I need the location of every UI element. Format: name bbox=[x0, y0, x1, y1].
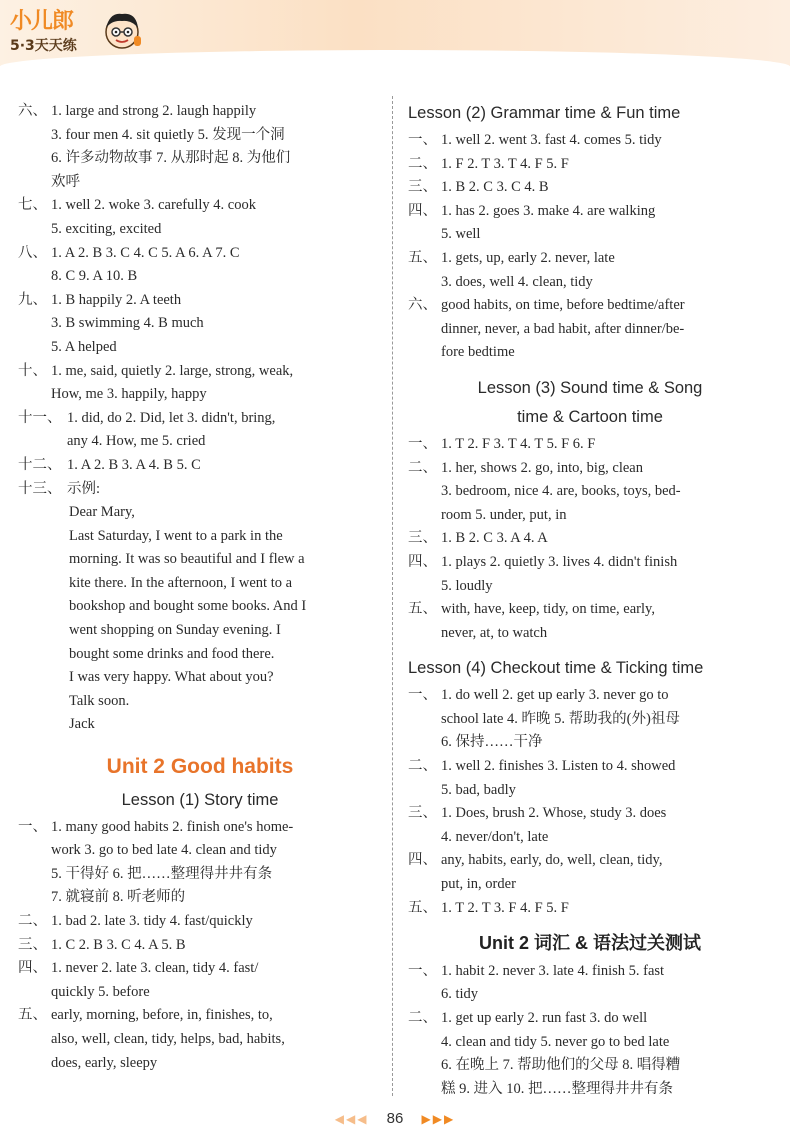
answer-line: 3. B swimming 4. B much bbox=[51, 315, 204, 332]
section-number: 九、 bbox=[18, 291, 47, 308]
answer-line: 5. 干得好 6. 把……整理得井井有条 bbox=[51, 865, 273, 882]
answer-line: 4. never/don't, late bbox=[441, 828, 549, 845]
essay-line: Last Saturday, I went to a park in the bbox=[69, 527, 283, 544]
answer-line: 1. gets, up, early 2. never, late bbox=[441, 249, 615, 266]
essay-line: morning. It was so beautiful and I flew a bbox=[69, 551, 305, 568]
section-number: 三、 bbox=[408, 179, 437, 196]
answer-line: 1. T 2. T 3. F 4. F 5. F bbox=[441, 899, 569, 916]
section-number: 十三、 bbox=[18, 480, 62, 497]
top-banner bbox=[0, 0, 790, 66]
answer-line: 5. bad, badly bbox=[441, 781, 516, 798]
answer-line: 5. exciting, excited bbox=[51, 220, 162, 237]
answer-line: 1. large and strong 2. laugh happily bbox=[51, 103, 257, 119]
sample-essay bbox=[69, 501, 382, 737]
answer-section bbox=[408, 684, 772, 755]
section-number: 三、 bbox=[408, 530, 437, 547]
answer-line: 1. do well 2. get up early 3. never go to bbox=[441, 687, 669, 704]
section-number: 三、 bbox=[408, 805, 437, 822]
answer-line: 5. well bbox=[441, 226, 481, 243]
answer-line: dinner, never, a bad habit, after dinner/be- bbox=[441, 320, 685, 337]
section-number: 四、 bbox=[408, 553, 437, 570]
answer-line: 1. plays 2. quietly 3. lives 4. didn't finish bbox=[441, 553, 678, 570]
lesson-title-cont: time & Cartoon time bbox=[517, 407, 663, 426]
section-number: 二、 bbox=[408, 155, 437, 172]
unit-title: Unit 2 Good habits bbox=[106, 755, 294, 779]
answer-line: early, morning, before, in, finishes, to, bbox=[51, 1007, 273, 1024]
section-number: 十、 bbox=[18, 362, 47, 379]
answer-line: 5. A helped bbox=[51, 338, 117, 355]
logo-subtitle: 5·3天天练 bbox=[10, 38, 77, 54]
example-label: 示例: bbox=[67, 480, 101, 497]
answer-section bbox=[18, 910, 382, 934]
answer-line: school late 4. 昨晚 5. 帮助我的(外)祖母 bbox=[441, 710, 680, 727]
answer-section bbox=[408, 849, 772, 896]
answer-line: fore bedtime bbox=[441, 344, 515, 361]
answer-line: put, in, order bbox=[441, 876, 516, 893]
logo bbox=[10, 4, 160, 64]
answer-section bbox=[408, 1007, 772, 1101]
answer-line: 8. C 9. A 10. B bbox=[51, 268, 138, 285]
section-number: 二、 bbox=[408, 459, 437, 476]
section-number: 一、 bbox=[408, 435, 437, 452]
answer-line: 1. did, do 2. Did, let 3. didn't, bring, bbox=[67, 409, 276, 426]
answer-section bbox=[408, 247, 772, 294]
column-divider bbox=[392, 96, 393, 1096]
essay-line: went shopping on Sunday evening. I bbox=[69, 622, 281, 639]
answer-line: 1. A 2. B 3. C 4. C 5. A 6. A 7. C bbox=[51, 244, 240, 261]
section-number: 五、 bbox=[408, 601, 437, 618]
answer-line: 1. many good habits 2. finish one's home- bbox=[51, 818, 294, 835]
answer-section bbox=[408, 129, 772, 153]
essay-line: I was very happy. What about you? bbox=[69, 669, 274, 686]
answer-section bbox=[18, 816, 382, 910]
test-title: Unit 2 词汇 & 语法过关测试 bbox=[478, 933, 701, 954]
section-number: 二、 bbox=[18, 913, 47, 929]
answer-line: 1. C 2. B 3. C 4. A 5. B bbox=[51, 936, 186, 953]
answer-line: 1. A 2. B 3. A 4. B 5. C bbox=[67, 456, 201, 473]
answer-line: 1. B 2. C 3. C 4. B bbox=[441, 179, 549, 196]
answer-line: 1. well 2. went 3. fast 4. comes 5. tidy bbox=[441, 132, 662, 148]
answer-section-12 bbox=[18, 454, 382, 478]
answer-line: 欢呼 bbox=[51, 173, 80, 190]
section-number: 一、 bbox=[408, 687, 437, 704]
answer-line: 3. four men 4. sit quietly 5. 发现一个洞 bbox=[51, 126, 285, 143]
answer-line: also, well, clean, tidy, helps, bad, habits, bbox=[51, 1030, 285, 1047]
section-number: 一、 bbox=[408, 962, 437, 979]
essay-line: Jack bbox=[69, 716, 95, 733]
answer-line: 4. clean and tidy 5. never go to bed late bbox=[441, 1033, 670, 1050]
essay-line: kite there. In the afternoon, I went to a bbox=[69, 574, 293, 591]
answer-section-9 bbox=[18, 289, 382, 360]
lesson-title: Lesson (1) Story time bbox=[121, 790, 279, 809]
answer-line: 3. does, well 4. clean, tidy bbox=[441, 273, 593, 290]
section-number: 二、 bbox=[408, 1010, 437, 1026]
answer-line: 6. 许多动物故事 7. 从那时起 8. 为他们 bbox=[51, 150, 291, 167]
answer-line: 1. never 2. late 3. clean, tidy 4. fast/ bbox=[51, 960, 259, 977]
answer-line: quickly 5. before bbox=[51, 983, 150, 1000]
answer-section-13 bbox=[18, 478, 382, 502]
section-number: 一、 bbox=[408, 132, 437, 148]
section-number: 三、 bbox=[18, 936, 47, 953]
answer-line: 6. 保持……干净 bbox=[441, 734, 543, 751]
answer-section bbox=[408, 960, 772, 1007]
logo-title: 小儿郎 bbox=[10, 9, 74, 34]
page-number: 86 bbox=[386, 1110, 404, 1127]
answer-line: 7. 就寝前 8. 听老师的 bbox=[51, 889, 186, 906]
answer-section bbox=[408, 802, 772, 849]
section-number: 十一、 bbox=[18, 409, 62, 426]
answer-line: good habits, on time, before bedtime/after bbox=[441, 297, 685, 314]
section-number: 五、 bbox=[408, 249, 437, 266]
answer-line: 1. bad 2. late 3. tidy 4. fast/quickly bbox=[51, 913, 253, 929]
section-number: 六、 bbox=[408, 297, 437, 314]
answer-section-11 bbox=[18, 407, 382, 454]
lesson-title: Lesson (4) Checkout time & Ticking time bbox=[408, 659, 704, 678]
answer-line: 1. B happily 2. A teeth bbox=[51, 291, 182, 308]
answer-section bbox=[408, 598, 772, 645]
next-arrows-icon: ▶▶▶ bbox=[421, 1112, 456, 1126]
answer-section bbox=[408, 527, 772, 551]
section-number: 七、 bbox=[18, 197, 47, 214]
answer-section bbox=[408, 294, 772, 365]
answer-line: never, at, to watch bbox=[441, 624, 548, 641]
prev-arrows-icon: ◀◀◀ bbox=[334, 1112, 369, 1126]
answer-section-10 bbox=[18, 360, 382, 407]
answer-section bbox=[408, 433, 772, 457]
answer-section bbox=[408, 457, 772, 528]
answer-section-6 bbox=[18, 100, 382, 194]
answer-line: room 5. under, put, in bbox=[441, 506, 567, 523]
section-number: 四、 bbox=[408, 202, 437, 219]
answer-line: 1. B 2. C 3. A 4. A bbox=[441, 530, 548, 547]
answer-section bbox=[408, 551, 772, 598]
answer-line: does, early, sleepy bbox=[51, 1054, 158, 1071]
section-number: 一、 bbox=[18, 818, 47, 835]
answer-line: 3. bedroom, nice 4. are, books, toys, bed- bbox=[441, 483, 681, 500]
lesson-title: Lesson (3) Sound time & Song bbox=[477, 378, 703, 397]
answer-line: 6. 在晚上 7. 帮助他们的父母 8. 唱得糟 bbox=[441, 1057, 681, 1074]
section-number: 八、 bbox=[18, 244, 47, 261]
answer-section bbox=[408, 897, 772, 921]
section-number: 四、 bbox=[408, 852, 437, 869]
section-number: 六、 bbox=[18, 103, 47, 119]
essay-line: Dear Mary, bbox=[69, 504, 135, 521]
answer-line: 1. habit 2. never 3. late 4. finish 5. fast bbox=[441, 962, 665, 979]
lesson-title: Lesson (2) Grammar time & Fun time bbox=[408, 104, 681, 122]
answer-line: 1. me, said, quietly 2. large, strong, weak, bbox=[51, 362, 294, 379]
answer-line: 1. well 2. woke 3. carefully 4. cook bbox=[51, 197, 256, 214]
answer-line: any 4. How, me 5. cried bbox=[67, 433, 206, 450]
answer-line: 1. has 2. goes 3. make 4. are walking bbox=[441, 202, 656, 219]
page-footer bbox=[0, 1110, 790, 1127]
section-number: 五、 bbox=[408, 899, 437, 916]
answer-section bbox=[408, 200, 772, 247]
answer-section bbox=[18, 1004, 382, 1075]
essay-line: Talk soon. bbox=[69, 692, 130, 709]
answer-line: 1. her, shows 2. go, into, big, clean bbox=[441, 459, 643, 476]
answer-line: with, have, keep, tidy, on time, early, bbox=[441, 601, 655, 618]
answer-section-7 bbox=[18, 194, 382, 241]
answer-section bbox=[408, 153, 772, 177]
answer-line: 1. F 2. T 3. T 4. F 5. F bbox=[441, 155, 569, 172]
essay-line: bookshop and bought some books. And I bbox=[69, 598, 307, 615]
mascot-icon bbox=[98, 6, 146, 54]
answer-section bbox=[408, 755, 772, 802]
answer-line: 糕 9. 进入 10. 把……整理得井井有条 bbox=[441, 1080, 673, 1097]
section-number: 二、 bbox=[408, 758, 437, 775]
answer-line: 1. get up early 2. run fast 3. do well bbox=[441, 1010, 648, 1026]
answer-line: work 3. go to bed late 4. clean and tidy bbox=[51, 842, 277, 859]
answer-section bbox=[18, 934, 382, 958]
answer-line: 6. tidy bbox=[441, 986, 479, 1003]
answer-section-8 bbox=[18, 242, 382, 289]
answer-line: How, me 3. happily, happy bbox=[51, 386, 207, 403]
section-number: 十二、 bbox=[18, 456, 62, 473]
answer-section bbox=[408, 176, 772, 200]
section-number: 四、 bbox=[18, 960, 47, 977]
answer-section bbox=[18, 957, 382, 1004]
answer-line: 5. loudly bbox=[441, 577, 493, 594]
section-number: 五、 bbox=[18, 1007, 47, 1024]
answer-line: 1. well 2. finishes 3. Listen to 4. showed bbox=[441, 758, 676, 775]
answer-line: 1. T 2. F 3. T 4. T 5. F 6. F bbox=[441, 435, 596, 452]
answer-line: 1. Does, brush 2. Whose, study 3. does bbox=[441, 805, 667, 822]
answer-line: any, habits, early, do, well, clean, tidy, bbox=[441, 852, 663, 869]
essay-line: bought some drinks and food there. bbox=[69, 645, 275, 662]
left-column bbox=[18, 100, 382, 1075]
right-column bbox=[408, 100, 772, 1101]
